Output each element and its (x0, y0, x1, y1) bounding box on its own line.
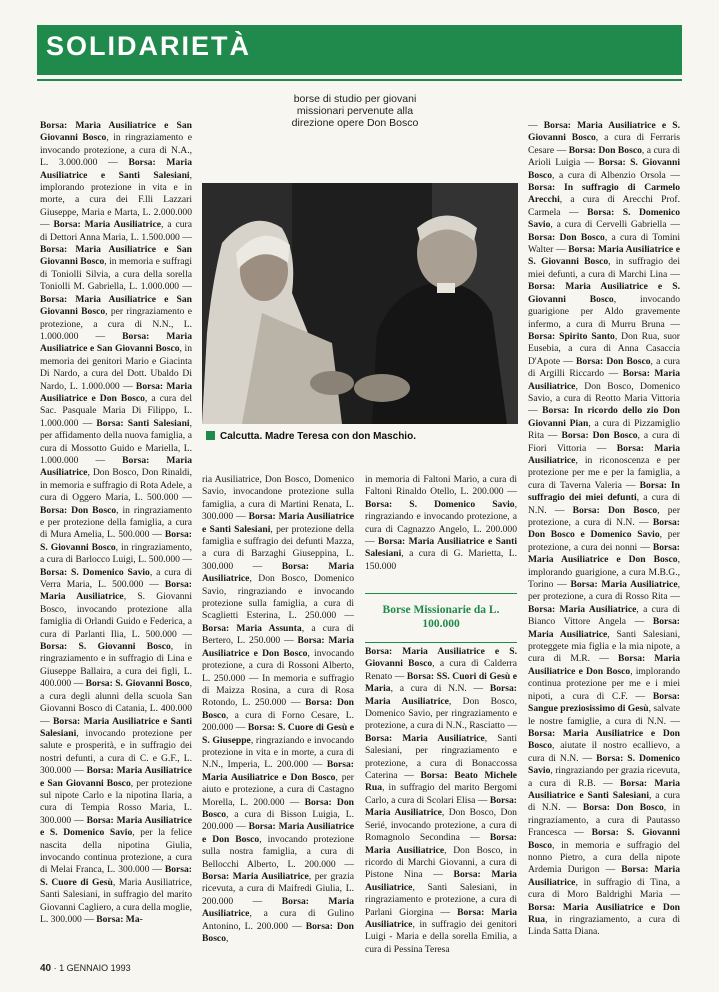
page-number: 40 (40, 963, 52, 974)
text-column-3-bottom: Borsa: Maria Ausiliatrice e S. Giovanni Bosco, a cura di Calderra Renato — Borsa: SS. Cuori di Gesù e Maria, a cura di N.N. — Borsa: Maria Ausiliatrice, Don Bosco, Domenico Savio, per ringraziamento e protezione, a cura di N.N., Rasciatto — Borsa: Maria Ausiliatrice, Santi Salesiani, per ringraziamento e protezione, a cura di Bonaccossa Caterina — Borsa: Beato Michele Rua, in suffragio del marito Bergomi Carlo, a cura di Scolari Elisa — Borsa: Maria Ausiliatrice, Don Bosco, Don Serié, invocando protezione, a cura di Romagnolo Secondina — Borsa: Maria Ausiliatrice, Don Bosco, in ricordo di Marchi Giovanni, a cura di Pistone Nina — Borsa: Maria Ausiliatrice, Santi Salesiani, in ringraziamento e protezione, a cura di Parlani Giorgina — Borsa: Maria Ausiliatrice, in suffragio dei genitori Luigi - Maria e della sorella Emilia, a cura di Pessina Teresa (365, 646, 517, 955)
text-column-1: Borsa: Maria Ausiliatrice e San Giovanni Bosco, in ringraziamento e invocando protezione, a cura di N.A., L. 3.000.000 — Borsa: Maria Ausiliatrice e Santi Salesiani, implorando protezione in vita e in morte, a cura dei F.lli Lazzari Giuseppe, Maria e Marta, L. 2.000.000 — Borsa: Maria Ausiliatrice, a cura di Dettori Anna Maria, L. 1.500.000 — Borsa: Maria Ausiliatrice e San Giovanni Bosco, in memoria e suffragi di Toniolli Silvia, a cura della sorella Toniolli M. Gabriella, L. 1.000.000 — Borsa: Maria Ausiliatrice e San Giovanni Bosco, per ringraziamento e protezione, a cura di N.N., L. 1.000.000 — Borsa: Maria Ausiliatrice e San Giovanni Bosco, in memoria dei genitori Mario e Giacinta Di Nardo, a cura del Dott. Ubaldo Di Nardo, L. 1.000.000 — Borsa: Maria Ausiliatrice e Don Bosco, a cura del Sac. Pasquale Maria Di Filippo, L. 1.000.000 — Borsa: Santi Salesiani, per affidamento della nuova famiglia, a cura di Mossotto Guido e Mariella, L. 1.000.000 — Borsa: Maria Ausiliatrice, Don Bosco, Don Rinaldi, in memoria e suffragio di Rota Adele, a cura di Oggero Maria, L. 500.000 — Borsa: Don Bosco, in ringraziamento e per protezione della famiglia, a cura di Mura Amelia, L. 500.000 — Borsa: S. Giovanni Bosco, in ringraziamento, a cura di Barlocco Luigi, L. 500.000 — Borsa: S. Domenico Savio, a cura di Verra Maria, L. 500.000 — Borsa: Maria Ausiliatrice, S. Giovanni Bosco, invocando protezione alla famiglia di Orlandi Guido e Federica, a cura di Parlanti Ilia, L. 500.000 — Borsa: S. Giovanni Bosco, in ringraziamento e in suffragio di Lina e Giuseppe Ballaira, a cura dei figli, L. 400.000 — Borsa: S. Giovanni Bosco, a cura degli alunni della scuola San Giovanni Bosco di Catania, L. 400.000 — Borsa: Maria Ausiliatrice e Santi Salesiani, invocando protezione per salute e prosperità, e in suffragio dei nostri defunti, a cura di C. e G.F., L. 300.000 — Borsa: Maria Ausiliatrice e San Giovanni Bosco, per protezione sul nipote Carlo e la nipotina Ilaria, a cura di Tempia Rosso Maria, L. 300.000 — Borsa: Maria Ausiliatrice e S. Domenico Savio, per la felice nascita della nipotina Giulia, invocando continua protezione, a cura di Melai Franca, L. 300.000 — Borsa: S. Cuore di Gesù, Maria Ausiliatrice, Santi Salesiani, in suffragio del marito Giovanni Cagliero, a cura della moglie, L. 300.000 — Borsa: Ma- (40, 120, 192, 925)
subheading: Borse Missionarie da L. 100.000 (382, 604, 500, 630)
article-subtitle: borse di studio per giovani missionari pervenute alla direzione opere Don Bosco (291, 93, 419, 129)
text-column-2: ria Ausiliatrice, Don Bosco, Domenico Savio, invocandone protezione sulla famiglia, a cura di Martini Renata, L. 300.000 — Borsa: Maria Ausiliatrice e Santi Salesiani, per protezione della famiglia e suffragio dei defunti Mazza, a cura di Barzaghi Giuseppina, L. 300.000 — Borsa: Maria Ausiliatrice, Don Bosco, Domenico Savio, ringraziando e invocando protezione sulla famiglia, a cura di Scaglietti Esterina, L. 250.000 — Borsa: Maria Assunta, a cura di Bertero, L. 250.000 — Borsa: Maria Ausiliatrice e Don Bosco, invocando protezione, a cura di Rossoni Alberto, L. 250.000 — In memoria e suffragio di Maizza Rosina, a cura di Rosa Rotondo, L. 250.000 — Borsa: Don Bosco, a cura di Forno Cesare, L. 200.000 — Borsa: S. Cuore di Gesù e S. Giuseppe, ringraziando e invocando protezione in vita e in morte, a cura di N.N., Imperia, L. 200.000 — Borsa: Maria Ausiliatrice e Don Bosco, per aiuto e protezione, a cura di Castagno Morella, L. 200.000 — Borsa: Don Bosco, a cura di Bisson Luigia, L. 200.000 — Borsa: Maria Ausiliatrice e Don Bosco, invocando protezione sulla nostra famiglia, a cura di Bellocchi Alberto, L. 200.000 — Borsa: Maria Ausiliatrice, per grazia ricevuta, a cura di Maifredi Giulia, L. 200.000 — Borsa: Maria Ausiliatrice, a cura di Gulino Antonino, L. 200.000 — Borsa: Don Bosco, (202, 474, 354, 945)
caption-marker-icon (206, 431, 215, 440)
text-column-3-top: in memoria di Faltoni Mario, a cura di Faltoni Rinaldo Otello, L. 200.000 — Borsa: S. Domenico Savio, ringraziando e invocando protezione, a cura di Cagnazzo Angelo, L. 200.000 — Borsa: Maria Ausiliatrice e Santi Salesiani, a cura di G. Marietta, L. 150.000 (365, 474, 517, 572)
page-footer (40, 963, 131, 974)
section-title: SOLIDARIETÀ (46, 31, 252, 61)
issue-date: · 1 GENNAIO 1993 (53, 963, 131, 973)
photo-caption (206, 431, 416, 442)
text-column-4: — Borsa: Maria Ausiliatrice e S. Giovanni Bosco, a cura di Ferraris Cesare — Borsa: Don Bosco, a cura di Arioli Luigia — Borsa: S. Giovanni Bosco, a cura di Albenzio Orsola — Borsa: In suffragio di Carmelo Arecchi, a cura di Arecchi Prof. Carmela — Borsa: S. Domenico Savio, a cura di Cervelli Gabriella — Borsa: Don Bosco, a cura di Tomini Walter — Borsa: Maria Ausiliatrice e S. Giovanni Bosco, in suffragio dei miei defunti, a cura di Marchi Lina — Borsa: Maria Ausiliatrice e S. Giovanni Bosco, invocando guarigione per Aldo gravemente infermo, a cura di Murru Bruna — Borsa: Spirito Santo, Don Rua, suor Eusebia, a cura di Anna Casaccia D'Apote — Borsa: Don Bosco, a cura di Argilli Riccardo — Borsa: Maria Ausiliatrice, Don Bosco, Domenico Savio, a cura di Reotto Maria Vittoria — Borsa: In ricordo dello zio Don Giovanni Pian, a cura di Pizzamiglio Rita — Borsa: Don Bosco, a cura di Fiori Vittoria — Borsa: Maria Ausiliatrice, in riconoscenza e per protezione per me e per la famiglia, a cura di Taverna Valeria — Borsa: In suffragio dei miei defunti, a cura di N.N. — Borsa: Don Bosco, per protezione, a cura di N.N. — Borsa: Don Bosco e Domenico Savio, per protezione, a cura dei nonni — Borsa: Maria Ausiliatrice e Don Bosco, implorando guarigione, a cura M.B.G., Torino — Borsa: Maria Ausiliatrice, per protezione, a cura di Rosso Rita — Borsa: Maria Ausiliatrice, a cura di Bianco Vittore Angela — Borsa: Maria Ausiliatrice, Santi Salesiani, proteggete mia figlia e la mia nipote, a cura di M.R. — Borsa: Maria Ausiliatrice e Don Bosco, implorando continua protezione per me e i miei nipoti, a cura di C.F. — Borsa: Sangue preziosissimo di Gesù, salvate le nostre famiglie, a cura di N.N. — Borsa: Maria Ausiliatrice e Don Bosco, aiutate il nostro ecallievo, a cura di N.N. — Borsa: S. Domenico Savio, ringraziando per grazia ricevuta, a cura di R.B. — Borsa: Maria Ausiliatrice e Santi Salesiani, a cura di N.N. — Borsa: Don Bosco, in ringraziamento, a cura di Pautasso Francesca — Borsa: S. Giovanni Bosco, in memoria e suffragio del nonno Pietro, a cura della nipote Ardemia Durigon — Borsa: Maria Ausiliatrice, in suffragio di Tina, a cura di Moro Baldrighi Maria — Borsa: Maria Ausiliatrice e Don Rua, in ringraziamento, a cura di Linda Satta Diana. (528, 120, 680, 938)
header-divider (37, 79, 682, 81)
subheading-box (365, 593, 517, 643)
caption-text: Calcutta. Madre Teresa con don Maschio. (220, 431, 416, 442)
photo-mother-teresa (202, 183, 518, 424)
